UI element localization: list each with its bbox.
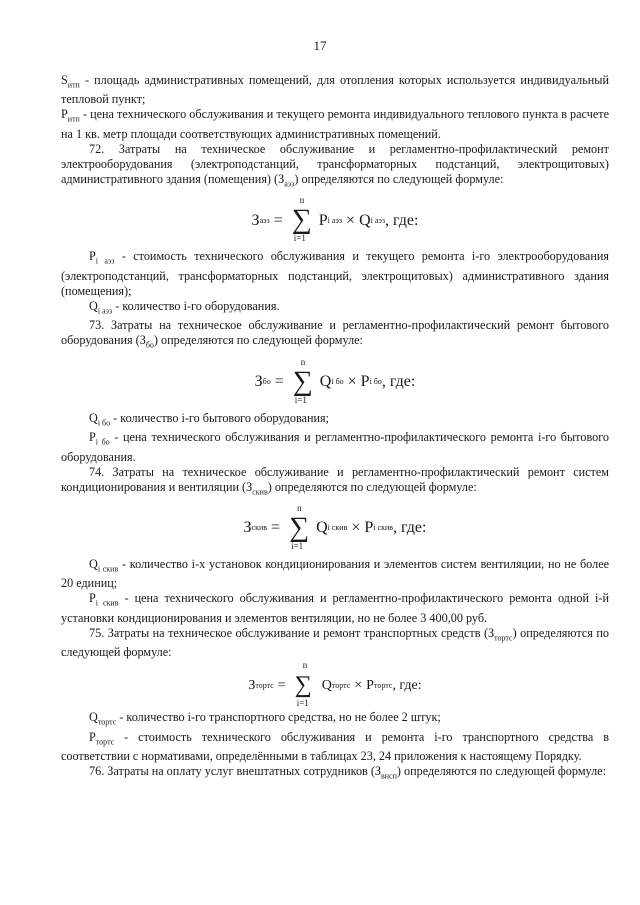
definition-p-aez: $P_{i аэз}$ - стоимость технического обслуживания и текущего ремонта i-го электрооборудования (электроподстанций, трансформаторных подстанций, электрощитовых) административного здания (помещения);: [61, 249, 609, 298]
paragraph-75: 75. Затраты на техническое обслуживание и ремонт транспортных средств $(З_{тортс})$ определяются по следующей формуле:: [61, 625, 609, 660]
paragraph-76: 76. Затраты на оплату услуг внештатных сотрудников $(З_{внсп})$ определяются по следующей формуле:: [89, 764, 606, 781]
document-body: [61, 73, 609, 784]
definition-p-tortс: $P_{тортс}$ - стоимость технического обслуживания и ремонта i-го транспортного средства в соответствии с нормативами, определёнными в таблицах 23, 24 приложения к настоящему Порядку.: [61, 729, 609, 764]
definition-p-bo: $P_{i бо}$ - цена технического обслуживания и регламентно-профилактического ремонта i-го бытового оборудования.: [61, 430, 609, 464]
definition-q-aez: $Q_{i аэз}$ - количество i-го оборудования.: [89, 298, 280, 316]
formula-tortс: З тортс = n ∑ i=1 Q тортс × P тортс , где:: [248, 660, 422, 709]
sum-sign-icon: n ∑ i=1: [294, 660, 312, 709]
definition-q-tortс: $Q_{тортс}$ - количество i-го транспортного средства, но не более 2 штук;: [89, 710, 441, 727]
formula-bo: З бо = n ∑ i=1 Q i бо × P i бо , где:: [254, 356, 416, 405]
paragraph-72: 72. Затраты на техническое обслуживание и регламентно-профилактический ремонт электрооборудования (электроподстанций, трансформаторных подстанций, электрощитовых) административного здания (помещения) $(З_{аэз})$ определяются по следующей формуле:: [61, 141, 609, 189]
paragraph-74: 74. Затраты на техническое обслуживание и регламентно-профилактический ремонт систем кондиционирования и вентиляции $(З_{скив})$ определяются по следующей формуле:: [61, 464, 609, 496]
sum-sign-icon: n ∑ i=1: [289, 502, 310, 551]
paragraph-73: 73. Затраты на техническое обслуживание и регламентно-профилактический ремонт бытового оборудования $(З_{бо})$ определяются по следующей формуле:: [61, 318, 609, 350]
definition-p-itp: $P_{итп}$ - цена технического обслуживания и текущего ремонта индивидуального теплового пункта в расчете на 1 кв. метр площади соответствующих административных помещений.: [61, 107, 609, 141]
page-number: 17: [313, 38, 327, 53]
sum-sign-icon: n ∑ i=1: [291, 195, 312, 244]
definition-p-skiv: $P_{i скив}$ - цена технического обслуживания и регламентно-профилактического ремонта одной i-й установки кондиционирования и элементов вентиляции, но не более 3 400,00 руб.: [61, 591, 610, 625]
formula-skiv: З скив = n ∑ i=1 Q i скив × P i скив , где:: [243, 502, 427, 551]
definition-q-skiv: $Q_{i скив}$ - количество i-х установок кондиционирования и элементов систем вентиляции, но не более 20 единиц;: [61, 556, 610, 591]
definition-s-itp: $S_{итп}$ - площадь административных помещений, для отопления которых используется индивидуальный тепловой пункт;: [61, 73, 609, 107]
sum-sign-icon: n ∑ i=1: [292, 356, 313, 405]
definition-q-bo: $Q_{i бо}$ - количество i-го бытового оборудования;: [89, 410, 329, 428]
formula-aez: З аэз = n ∑ i=1 P i аэз × Q i аэз , где:: [251, 195, 419, 244]
